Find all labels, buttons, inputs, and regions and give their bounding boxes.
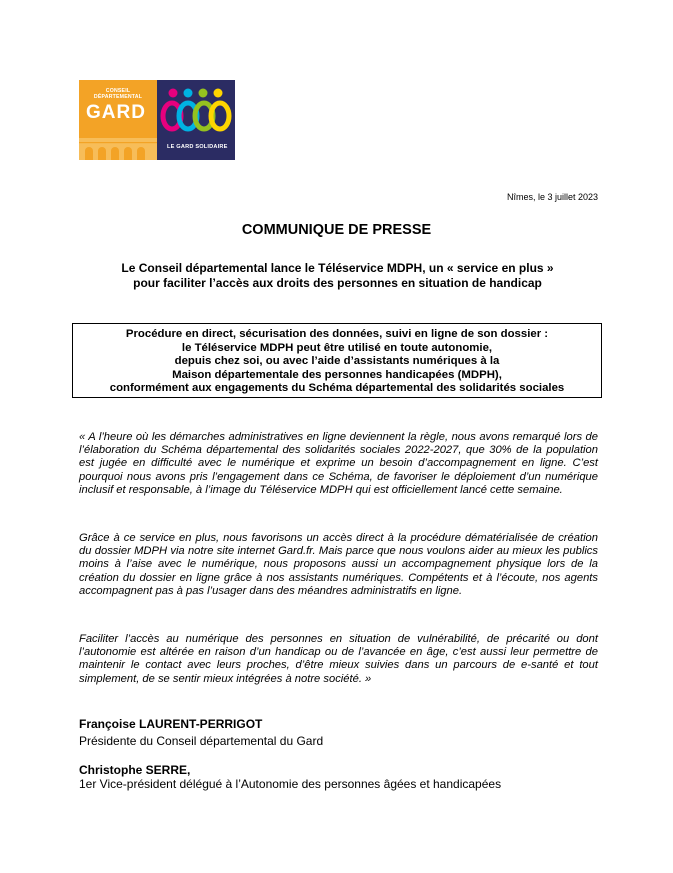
quote-paragraph-3: Faciliter l’accès au numérique des personnes en situation de vulnérabilité, de précarité ou dont l’autonomie est altérée en raison d’un handicap ou de l’avancée en âge, c’est aussi leur permettre de maintenir le contact avec leurs proches, d’être mieux suivies dans un parcours de e-santé et tout simplement, de se sentir mieux intégrées à notre société. » <box>79 633 598 685</box>
subtitle-line-2: pour faciliter l’accès aux droits des personnes en situation de handicap <box>133 275 542 290</box>
logo-org-line1: CONSEIL <box>105 88 131 94</box>
signatory-role: 1er Vice-président délégué à l’Autonomie des personnes âgées et handicapées <box>79 777 502 791</box>
logo-orange-panel <box>79 80 157 160</box>
logo-org-name: GARD <box>86 102 146 123</box>
summary-line: Procédure en direct, sécurisation des données, suivi en ligne de son dossier : <box>125 328 549 340</box>
quote-paragraph-1: « A l’heure où les démarches administratives en ligne deviennent la règle, nous avons remarqué lors de l’élaboration du Schéma départemental des solidarités sociales 2022-2027, que 30% de la population est jugée en difficulté avec le numérique et exprime un besoin d’accompagnement en ligne. C’est pourquoi nous avons pris l’engagement dans ce Schéma, de favoriser le déploiement d’un numérique inclusif et responsable, à l’image du Téléservice MDPH qui est officiellement lancé cette semaine. <box>79 431 598 496</box>
logo-tagline: LE GARD SOLIDAIRE <box>167 144 228 150</box>
subtitle <box>60 261 615 290</box>
signatory-name: Christophe SERRE, <box>79 763 191 777</box>
subtitle-line-1: Le Conseil départemental lance le Téléservice MDPH, un « service en plus » <box>121 261 554 275</box>
summary-line: depuis chez soi, ou avec l’aide d’assistants numériques à la <box>174 355 500 368</box>
summary-line: le Téléservice MDPH peut être utilisé en toute autonomie, <box>181 341 493 354</box>
summary-line: Maison départementale des personnes handicapées (MDPH), <box>172 368 502 381</box>
signatory-name: Françoise LAURENT-PERRIGOT <box>79 717 263 731</box>
gard-logo <box>79 80 235 160</box>
logo-navy-panel <box>157 80 235 160</box>
quote-paragraph-2: Grâce à ce service en plus, nous favorisons un accès direct à la procédure dématérialisée de création du dossier MDPH via notre site internet Gard.fr. Mais parce que nous voulons aider au mieux les publics moins à l’aise avec le numérique, nous proposons aussi un accompagnement physique lors de la création du dossier en ligne grâce à nos assistants numériques. Compétents et à l’écoute, nos agents accompagnent pas à pas l’usager dans des méandres administratifs en ligne. <box>79 532 598 597</box>
signatory-role: Présidente du Conseil départemental du Gard <box>79 734 324 748</box>
summary-box <box>72 323 602 398</box>
summary-line: conformément aux engagements du Schéma départemental des solidarités sociales <box>109 382 565 395</box>
summary-text <box>73 328 601 396</box>
press-release-date: Nîmes, le 3 juillet 2023 <box>506 192 598 202</box>
logo-org-line2: DÉPARTEMENTAL <box>93 94 143 100</box>
page-title: COMMUNIQUE DE PRESSE <box>241 222 432 238</box>
